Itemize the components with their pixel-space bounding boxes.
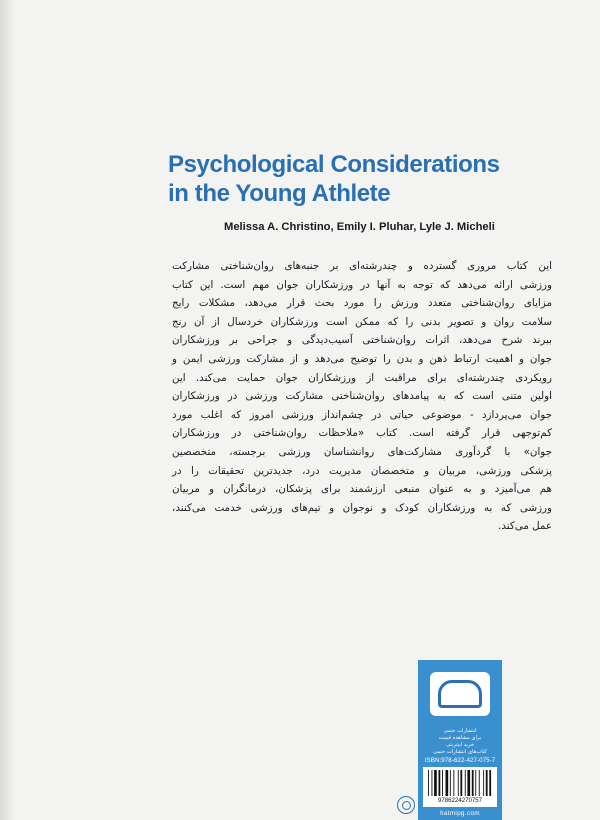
description-line: کم‌توجهی قرار گرفته است. کتاب «ملاحظات روان‌شناختی در ورزشکاران xyxy=(172,427,552,440)
publisher-caption xyxy=(422,728,498,756)
barcode-icon xyxy=(427,770,493,796)
description-line: جوان می‌پردازد - موضوعی حیاتی در چشم‌انداز ورزشی امروز که اغلب مورد xyxy=(172,408,552,421)
description-line: جوان و اهمیت ارتباط ذهن و بدن را توضیح می‌دهد و از مشارکت ورزشی ایمن و xyxy=(172,352,552,365)
publisher-caption-line: کتاب‌های انتشارات حتمی xyxy=(433,749,487,755)
publisher-caption-line: برای مشاهده قیمت xyxy=(438,735,482,741)
title-line-1: Psychological Considerations xyxy=(168,151,500,178)
publisher-seal-icon xyxy=(397,796,415,814)
barcode-number: 9786224270757 xyxy=(437,797,483,804)
publisher-block xyxy=(418,660,502,820)
description-line: سلامت روان و تصویر بدنی را که ممکن است ورزشکاران خردسال از آن رنج xyxy=(172,315,552,328)
description-line: جوان» با گردآوری مشارکت‌های روانشناسان ورزشی برجسته، متخصصین xyxy=(172,445,552,458)
isbn: ISBN:978-622-427-075-7 xyxy=(424,757,496,764)
description-line: ورزشی که به ورزشکاران کودک و نوجوان و تیم‌های ورزشی خدمت می‌کنند، xyxy=(172,501,552,514)
book-title xyxy=(168,150,568,208)
description-line: ببرند شرح می‌دهد، اثرات روان‌شناختی آسیب‌دیدگی و جراحی بر ورزشکاران xyxy=(172,334,552,347)
authors: Melissa A. Christino, Emily I. Pluhar, Lyle J. Micheli xyxy=(224,221,495,233)
description-line: این کتاب مروری گسترده و چندرشته‌ای بر جنبه‌های روان‌شناختی مشارکت xyxy=(172,260,552,272)
publisher-logo xyxy=(427,666,493,722)
publisher-caption-line: انتشارات حتمی xyxy=(443,728,477,734)
description-line: هم می‌آمیزد و به عنوان منبعی ارزشمند برای پزشکان، درمانگران و مربیان xyxy=(172,483,552,496)
description-line: عمل می‌کند. xyxy=(498,520,552,533)
publisher-logo-icon xyxy=(430,672,490,716)
description-line: ورزشی ارائه می‌دهد که توجه به آنها در ورزشکاران جوان مهم است. این کتاب xyxy=(172,278,552,291)
description-line: پزشکی ورزشی، مربیان و متخصصان مدیریت درد، جدیدترین تحقیقات را در xyxy=(172,464,552,477)
description-paragraph xyxy=(172,257,552,536)
description-line: رویکردی چندرشته‌ای برای مراقبت از ورزشکاران جوان حمایت می‌کند. این xyxy=(172,371,552,384)
publisher-website: hatmipg.com xyxy=(440,810,480,817)
title-line-2: in the Young Athlete xyxy=(168,180,391,207)
description-line: اولین متنی است که به پیامدهای روان‌شناختی مشارکت ورزشی در ورزشکاران xyxy=(172,390,552,403)
publisher-caption-line: خرید اینترنتی xyxy=(445,742,475,748)
description-line: مزایای روان‌شناختی متعدد ورزش را مورد بحث قرار می‌دهد، مشکلات رایج xyxy=(172,297,552,310)
spine-shadow xyxy=(0,0,14,820)
